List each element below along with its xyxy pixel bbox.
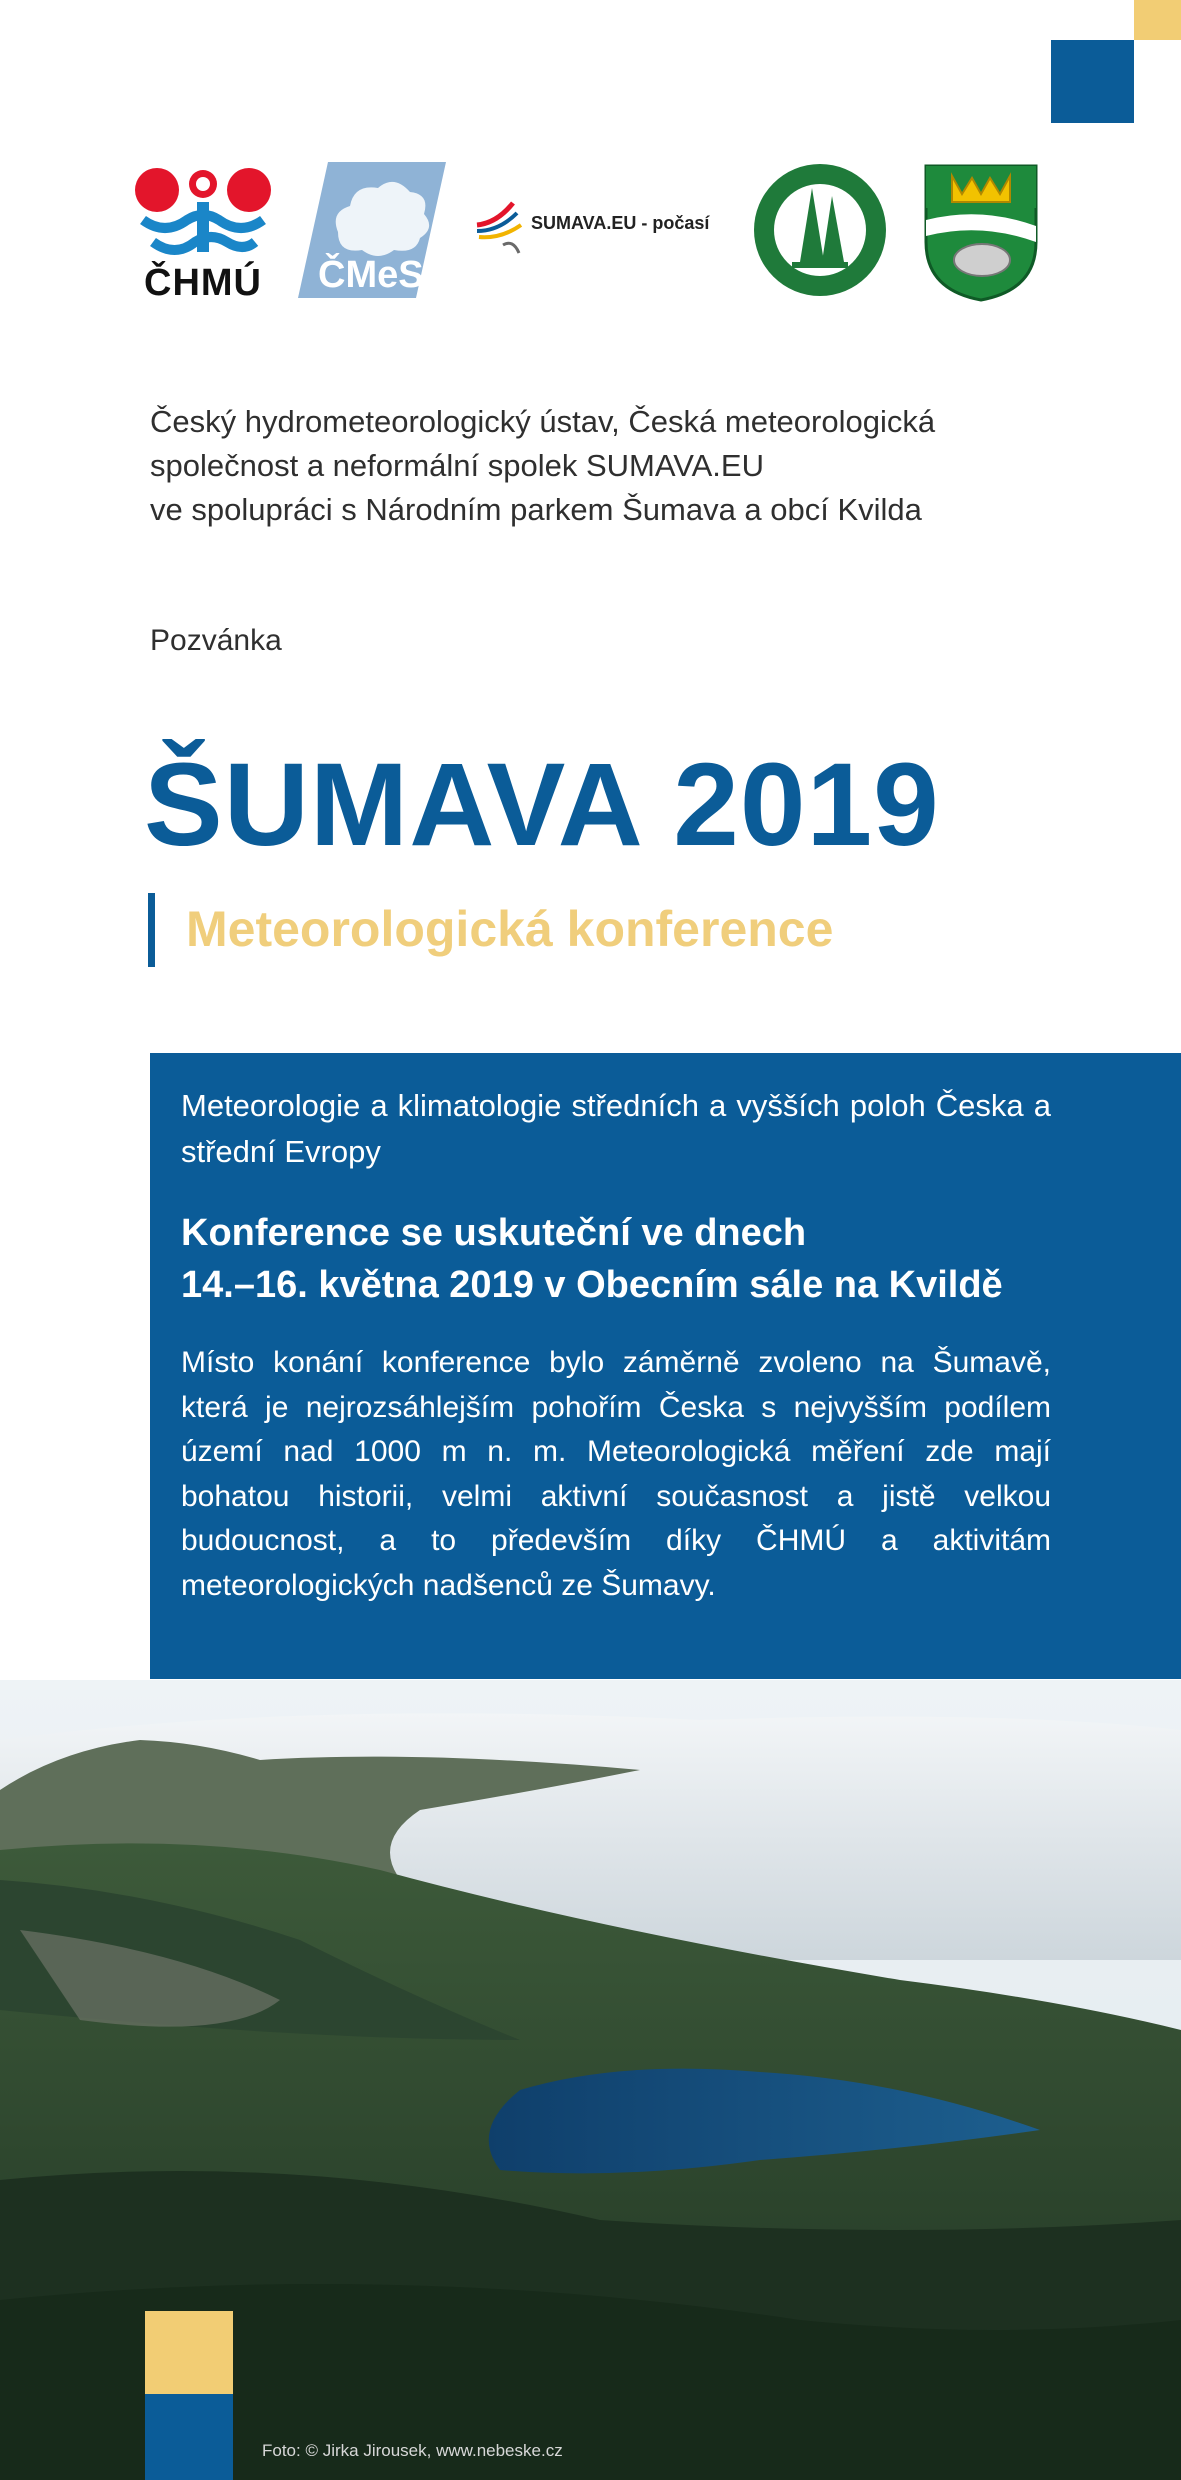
cmes-logo bbox=[298, 162, 446, 298]
intro-line: Český hydrometeorologický ústav, Česká meteorologická bbox=[150, 404, 936, 439]
corner-square-blue-top bbox=[1051, 40, 1134, 123]
cmes-logo-text: ČMeS bbox=[318, 254, 424, 296]
intro-line: ve spolupráci s Národním parkem Šumava a obcí Kvilda bbox=[150, 492, 922, 527]
corner-square-blue-bottom bbox=[145, 2394, 233, 2480]
conference-topic: Meteorologie a klimatologie středních a vyšších poloh Česka a střední Evropy bbox=[181, 1088, 1051, 1169]
chmu-logo-text: ČHMÚ bbox=[144, 262, 262, 304]
chmu-logo bbox=[135, 162, 271, 302]
national-park-tree-icon bbox=[752, 162, 888, 298]
intro-line: společnost a neformální spolek SUMAVA.EU bbox=[150, 448, 764, 483]
sumava-eu-swoosh-icon bbox=[473, 195, 533, 255]
conference-dates-line: 14.–16. května 2019 v Obecním sále na Kvildě bbox=[181, 1264, 1003, 1306]
conference-info-box bbox=[150, 1053, 1181, 1679]
page-title: ŠUMAVA 2019 bbox=[144, 739, 940, 871]
chmu-logo-mark bbox=[135, 162, 271, 262]
subtitle-accent-bar bbox=[148, 893, 155, 967]
kvilda-coat-of-arms-logo bbox=[922, 162, 1040, 302]
photo-credit: Foto: © Jirka Jirousek, www.nebeske.cz bbox=[262, 2441, 563, 2460]
page-subtitle: Meteorologická konference bbox=[186, 901, 834, 957]
kvilda-crest-icon bbox=[922, 162, 1040, 302]
corner-square-yellow-top bbox=[1134, 0, 1181, 40]
sumava-eu-logo-text: SUMAVA.EU - počasí bbox=[531, 213, 710, 233]
conference-dates-line: Konference se uskuteční ve dnech bbox=[181, 1212, 807, 1254]
partner-logos-row bbox=[0, 150, 1181, 310]
national-park-sumava-logo bbox=[752, 162, 888, 298]
invitation-label: Pozvánka bbox=[150, 624, 282, 657]
sumava-eu-logo bbox=[473, 195, 733, 255]
organizers-intro bbox=[150, 400, 1110, 532]
conference-description: Místo konání konference bylo záměrně zvoleno na Šumavě, která je nejrozsáhlejším pohořím Česka s nejvyšším podílem území nad 1000 m n. m. Meteorologická měření zde mají bohatou historii, velmi aktivní současnost a jistě velkou budoucnost, a to především díky ČHMÚ a aktivitám meteorologických nadšenců ze Šumavy. bbox=[181, 1346, 1051, 1602]
conference-dates bbox=[181, 1207, 1081, 1311]
corner-square-yellow-bottom bbox=[145, 2311, 233, 2394]
